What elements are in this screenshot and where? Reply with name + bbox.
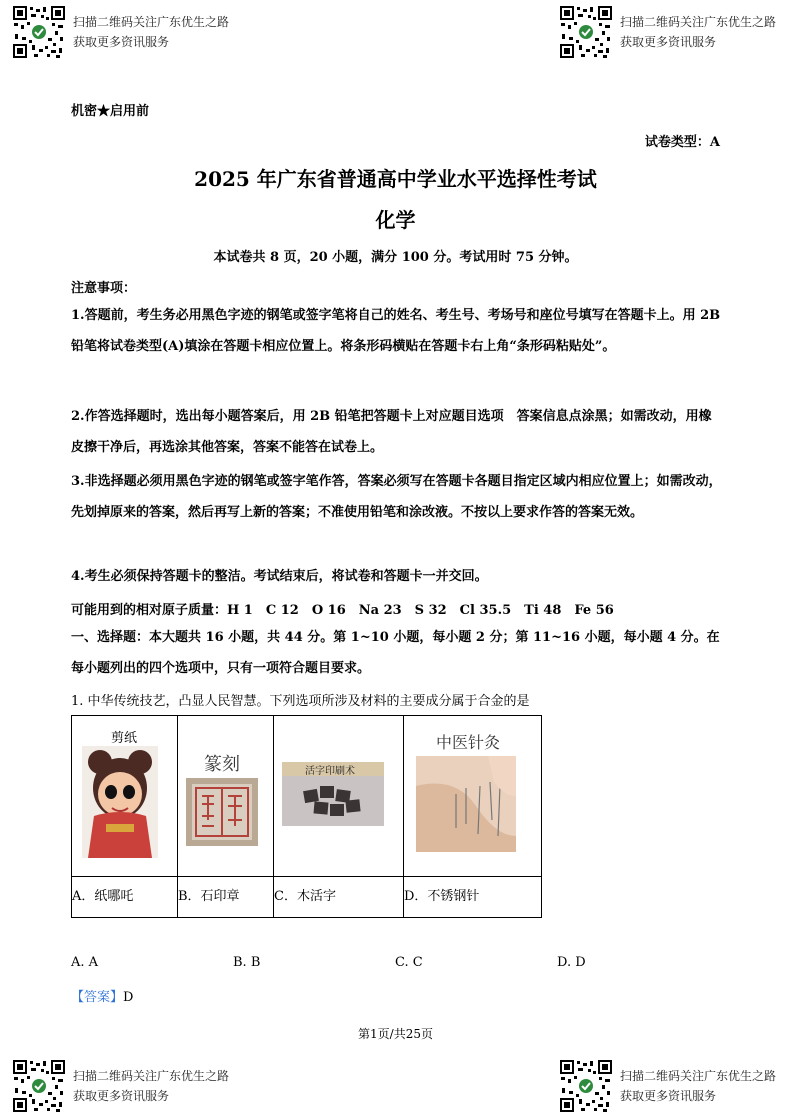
ad-top-left bbox=[73, 12, 229, 52]
note-3: 3.非选择题必须用黑色字迹的钢笔或签字笔作答，答案必须写在答题卡各题目指定区域内相应位置上；如需改动，先划掉原来的答案，然后再写上新的答案；不准使用铅笔和涂改液。不按以上要求作答的答案无效。 bbox=[71, 474, 722, 520]
qr-code-icon bbox=[559, 1059, 613, 1113]
choice-a[interactable]: A. A bbox=[71, 955, 99, 970]
option-c-image-label: 活字印刷术 bbox=[305, 766, 355, 777]
ad-line2: 获取更多资讯服务 bbox=[620, 1089, 717, 1103]
option-d-image-label: 中医针灸 bbox=[435, 733, 501, 752]
note-2: 2.作答选择题时，选出每小题答案后，用 2B 铅笔把答题卡上对应题目选项 答案信息点涂黑；如需改动，用橡皮擦干净后，再选涂其他答案，答案不能答在试卷上。 bbox=[71, 409, 712, 455]
ad-line1: 扫描二维码关注广东优生之路 bbox=[620, 1069, 777, 1083]
ad-line1: 扫描二维码关注广东优生之路 bbox=[73, 15, 230, 29]
ad-top-right bbox=[620, 12, 776, 52]
choice-b[interactable]: B. B bbox=[233, 955, 261, 970]
choice-d[interactable]: D. D bbox=[557, 955, 586, 970]
option-b-image bbox=[178, 716, 274, 877]
ad-line1: 扫描二维码关注广东优生之路 bbox=[73, 1069, 230, 1083]
note-4: 4.考生必须保持答题卡的整洁。考试结束后，将试卷和答题卡一并交回。 bbox=[71, 569, 488, 584]
answer-label: 【答案】 bbox=[71, 990, 124, 1005]
qr-code-icon bbox=[559, 5, 613, 59]
exam-title: 2025 年广东省普通高中学业水平选择性考试 bbox=[194, 167, 597, 191]
option-a-image-label: 剪纸 bbox=[110, 731, 138, 746]
confidential-label: 机密★启用前 bbox=[71, 104, 150, 119]
option-c-caption: C．木活字 bbox=[274, 877, 404, 918]
atomic-masses: 可能用到的相对原子质量：H 1 C 12 O 16 Na 23 S 32 Cl 35.5 Ti 48 Fe 56 bbox=[71, 603, 614, 618]
paper-type: 试卷类型：A bbox=[644, 135, 720, 150]
ad-bottom-right bbox=[620, 1066, 776, 1106]
note-1: 1.答题前，考生务必用黑色字迹的钢笔或签字笔将自己的姓名、考生号、考场号和座位号填写在答题卡上。用 2B 铅笔将试卷类型(A)填涂在答题卡相应位置上。将条形码横贴在答题卡右上角“条形码粘贴处”。 bbox=[71, 308, 721, 354]
ad-line2: 获取更多资讯服务 bbox=[620, 35, 717, 49]
qr-code-icon bbox=[12, 1059, 66, 1113]
ad-line2: 获取更多资讯服务 bbox=[73, 1089, 170, 1103]
question-1-stem: 1. 中华传统技艺，凸显人民智慧。下列选项所涉及材料的主要成分属于合金的是 bbox=[71, 694, 530, 709]
notes-heading: 注意事项： bbox=[71, 281, 137, 296]
section-heading: 一、选择题：本大题共 16 小题，共 44 分。第 1~10 小题，每小题 2 分；第 11~16 小题，每小题 4 分。在每小题列出的四个选项中，只有一项符合题目要求。 bbox=[71, 630, 720, 676]
option-d-caption: D．不锈钢针 bbox=[404, 877, 542, 918]
answer-value: D bbox=[123, 990, 134, 1005]
answer-line bbox=[71, 986, 133, 1005]
qr-code-icon bbox=[12, 5, 66, 59]
subject-title: 化学 bbox=[375, 208, 416, 232]
exam-info: 本试卷共 8 页，20 小题，满分 100 分。考试用时 75 分钟。 bbox=[213, 250, 578, 265]
ad-bottom-left bbox=[73, 1066, 229, 1106]
page-number: 第1页/共25页 bbox=[358, 1027, 433, 1041]
option-a-caption: A．纸哪吒 bbox=[72, 877, 178, 918]
option-b-caption: B．石印章 bbox=[178, 877, 274, 918]
options-table bbox=[71, 715, 542, 918]
option-c-image bbox=[274, 716, 404, 877]
ad-line2: 获取更多资讯服务 bbox=[73, 35, 170, 49]
option-d-image bbox=[404, 716, 542, 877]
option-b-image-label: 篆刻 bbox=[204, 754, 240, 775]
choice-c[interactable]: C. C bbox=[395, 955, 423, 970]
ad-line1: 扫描二维码关注广东优生之路 bbox=[620, 15, 777, 29]
option-a-image bbox=[72, 716, 178, 877]
